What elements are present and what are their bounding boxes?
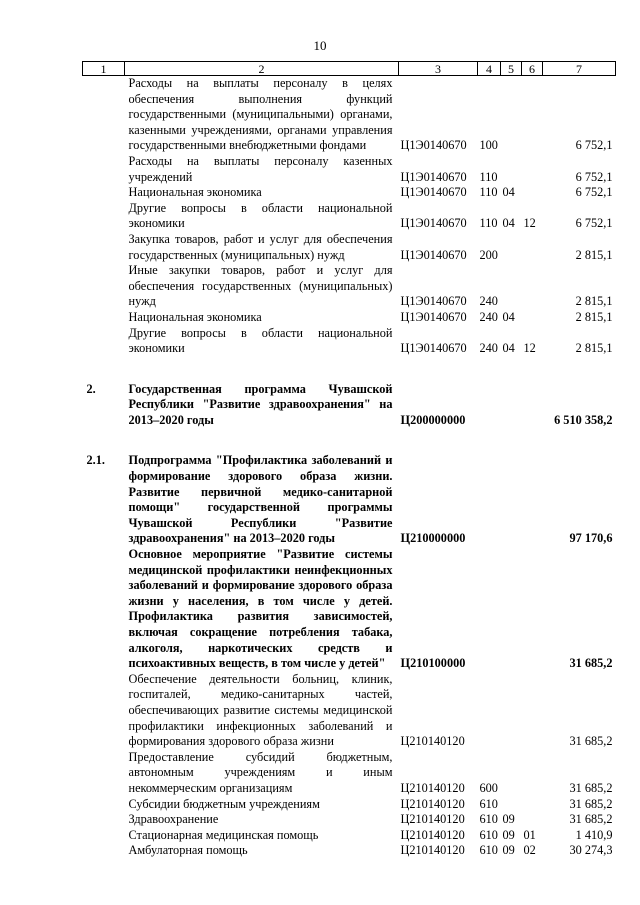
row-sum: 6 752,1 xyxy=(575,138,613,153)
column-header: 4 xyxy=(478,62,501,76)
section: 09 xyxy=(502,843,515,858)
expense-type: 240 xyxy=(479,341,498,356)
row-sum: 2 815,1 xyxy=(575,341,613,356)
row-number xyxy=(83,672,125,750)
table-row xyxy=(83,382,616,429)
row-name: Расходы на выплаты персоналу в целях обеспечения выполнения функций государственными (муниципальными) органами, казенными учреждениями, органами управления государственными внебюджетными фондами xyxy=(128,76,393,153)
expense-type: 610 xyxy=(479,796,498,811)
expense-type: 610 xyxy=(479,812,498,827)
target-code: Ц210140120 xyxy=(400,734,465,749)
column-header: 6 xyxy=(522,62,543,76)
target-code: Ц210100000 xyxy=(400,656,466,671)
row-name: Подпрограмма "Профилактика заболеваний и формирование здорового образа жизни. Развитие первичной медико-санитарной помощи" государственной программы Чувашской Республики "Развитие здравоохранения" на 2013–2020 годы xyxy=(128,453,393,546)
row-sum: 30 274,3 xyxy=(569,843,613,858)
column-header: 1 xyxy=(83,62,125,76)
row-number xyxy=(83,828,125,844)
row-number xyxy=(83,154,125,185)
table-row xyxy=(83,843,616,859)
target-code: Ц1Э0140670 xyxy=(400,247,467,262)
section: 04 xyxy=(502,341,515,356)
row-number xyxy=(83,201,125,232)
subsection xyxy=(522,812,543,828)
row-spacer xyxy=(83,357,616,382)
spacer-cell xyxy=(83,357,616,382)
row-sum: 2 815,1 xyxy=(575,247,613,262)
row-number xyxy=(83,263,125,310)
column-header: 2 xyxy=(125,62,399,76)
target-code: Ц1Э0140670 xyxy=(400,169,467,184)
table-row xyxy=(83,263,616,310)
row-name: Государственная программа Чувашской Республики "Развитие здравоохранения" на 2013–2020 годы xyxy=(128,381,393,427)
spacer-cell xyxy=(83,428,616,453)
target-code: Ц1Э0140670 xyxy=(400,341,467,356)
column-header: 5 xyxy=(501,62,522,76)
target-code: Ц210140120 xyxy=(400,780,465,795)
expense-type: 610 xyxy=(479,843,498,858)
budget-table xyxy=(82,61,616,859)
row-number xyxy=(83,812,125,828)
row-number xyxy=(83,76,125,154)
subsection: 12 xyxy=(523,341,536,356)
expense-type: 110 xyxy=(479,216,498,231)
row-name: Основное мероприятие "Развитие системы медицинской профилактики неинфекционных заболеваний и формирование здорового образа жизни у населения, в том числе у детей. Профилактика развития зависимостей, включая сокращение потребления табака, алкоголя, наркотических средств и психоактивных веществ, в том числе у детей" xyxy=(128,547,393,671)
row-number xyxy=(83,232,125,263)
subsection xyxy=(522,263,543,310)
table-row xyxy=(83,672,616,750)
expense-type: 100 xyxy=(479,138,498,153)
expense-type: 110 xyxy=(479,169,498,184)
row-sum: 31 685,2 xyxy=(569,812,613,827)
expense-type xyxy=(478,672,501,750)
section xyxy=(501,750,522,797)
table-row xyxy=(83,750,616,797)
section: 04 xyxy=(502,216,515,231)
subsection xyxy=(522,672,543,750)
section xyxy=(501,263,522,310)
table-row xyxy=(83,547,616,672)
section xyxy=(501,547,522,672)
table-row xyxy=(83,812,616,828)
expense-type: 600 xyxy=(479,780,498,795)
section xyxy=(501,382,522,429)
subsection xyxy=(522,750,543,797)
column-header: 7 xyxy=(543,62,616,76)
row-name: Национальная экономика xyxy=(128,185,262,200)
row-sum: 31 685,2 xyxy=(569,656,613,671)
row-sum: 31 685,2 xyxy=(569,780,613,795)
row-number xyxy=(83,843,125,859)
section xyxy=(501,76,522,154)
expense-type xyxy=(478,547,501,672)
section: 04 xyxy=(502,185,515,200)
row-number xyxy=(83,547,125,672)
expense-type: 200 xyxy=(479,247,498,262)
target-code: Ц1Э0140670 xyxy=(400,138,467,153)
expense-type: 110 xyxy=(479,185,498,200)
subsection xyxy=(522,547,543,672)
row-sum: 97 170,6 xyxy=(569,531,613,546)
table-row xyxy=(83,201,616,232)
row-number xyxy=(83,797,125,813)
row-name: Закупка товаров, работ и услуг для обеспечения государственных (муниципальных) нужд xyxy=(128,231,393,262)
row-number xyxy=(83,750,125,797)
section xyxy=(501,154,522,185)
table-row xyxy=(83,797,616,813)
table-row xyxy=(83,232,616,263)
table-row xyxy=(83,154,616,185)
row-name: Другие вопросы в области национальной экономики xyxy=(128,200,393,231)
row-name: Другие вопросы в области национальной экономики xyxy=(128,325,393,356)
row-name: Предоставление субсидий бюджетным, автономным учреждениям и иным некоммерческим организациям xyxy=(128,749,393,795)
target-code: Ц210000000 xyxy=(400,531,466,546)
row-number: 2.1. xyxy=(86,453,105,468)
row-sum: 2 815,1 xyxy=(575,294,613,309)
row-spacer xyxy=(83,428,616,453)
subsection xyxy=(522,382,543,429)
section xyxy=(501,797,522,813)
row-number: 2. xyxy=(86,381,96,396)
subsection xyxy=(522,232,543,263)
subsection: 01 xyxy=(523,827,536,842)
row-sum: 1 410,9 xyxy=(575,827,613,842)
target-code: Ц200000000 xyxy=(400,412,466,427)
row-name: Обеспечение деятельности больниц, клиник, госпиталей, медико-санитарных частей, обеспечивающих развитие системы медицинской профилактики инфекционных заболеваний и формирования здорового образа жизни xyxy=(128,671,393,749)
target-code: Ц210140120 xyxy=(400,843,465,858)
section: 09 xyxy=(502,827,515,842)
section: 09 xyxy=(502,812,515,827)
table-row xyxy=(83,326,616,357)
row-name: Субсидии бюджетным учреждениям xyxy=(128,796,320,811)
target-code: Ц1Э0140670 xyxy=(400,216,467,231)
page-number: 10 xyxy=(313,38,327,53)
row-name: Национальная экономика xyxy=(128,309,262,324)
row-name: Здравоохранение xyxy=(128,812,219,827)
row-name: Амбулаторная помощь xyxy=(128,843,248,858)
column-header-row xyxy=(83,62,616,76)
subsection xyxy=(522,76,543,154)
row-number xyxy=(83,326,125,357)
target-code: Ц1Э0140670 xyxy=(400,185,467,200)
subsection xyxy=(522,154,543,185)
target-code: Ц210140120 xyxy=(400,796,465,811)
subsection xyxy=(522,453,543,547)
table-row xyxy=(83,828,616,844)
section xyxy=(501,453,522,547)
expense-type: 240 xyxy=(479,309,498,324)
column-header: 3 xyxy=(399,62,478,76)
row-number xyxy=(83,185,125,201)
row-sum: 6 752,1 xyxy=(575,185,613,200)
target-code: Ц1Э0140670 xyxy=(400,294,467,309)
subsection: 02 xyxy=(523,843,536,858)
row-sum: 6 510 358,2 xyxy=(554,412,613,427)
table-row xyxy=(83,453,616,547)
section xyxy=(501,672,522,750)
subsection xyxy=(522,797,543,813)
expense-type: 610 xyxy=(479,827,498,842)
row-name: Расходы на выплаты персоналу казенных учреждений xyxy=(128,153,393,184)
row-sum: 2 815,1 xyxy=(575,309,613,324)
subsection: 12 xyxy=(523,216,536,231)
expense-type xyxy=(478,382,501,429)
row-name: Иные закупки товаров, работ и услуг для обеспечения государственных (муниципальных) нужд xyxy=(128,263,393,309)
table-body xyxy=(83,76,616,859)
row-sum: 6 752,1 xyxy=(575,216,613,231)
target-code: Ц210140120 xyxy=(400,827,465,842)
table-row xyxy=(83,310,616,326)
row-sum: 31 685,2 xyxy=(569,796,613,811)
section: 04 xyxy=(502,309,515,324)
table-row xyxy=(83,76,616,154)
expense-type xyxy=(478,453,501,547)
row-name: Стационарная медицинская помощь xyxy=(128,827,319,842)
target-code: Ц1Э0140670 xyxy=(400,309,467,324)
subsection xyxy=(522,185,543,201)
section xyxy=(501,232,522,263)
row-number xyxy=(83,310,125,326)
row-sum: 31 685,2 xyxy=(569,734,613,749)
subsection xyxy=(522,310,543,326)
row-sum: 6 752,1 xyxy=(575,169,613,184)
table-row xyxy=(83,185,616,201)
target-code: Ц210140120 xyxy=(400,812,465,827)
expense-type: 240 xyxy=(479,294,498,309)
